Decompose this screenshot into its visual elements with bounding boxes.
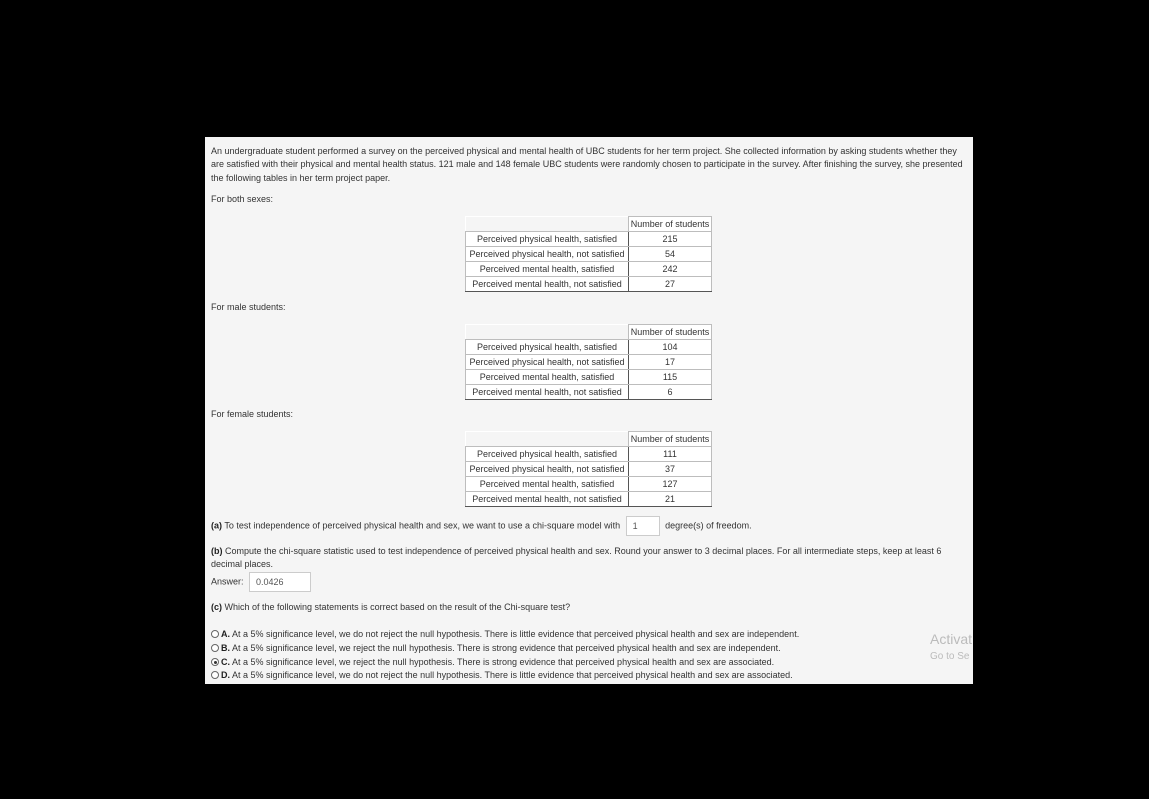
table-title-both: For both sexes: (211, 194, 274, 204)
part-a-tag: (a) (211, 520, 222, 531)
answer-row (211, 572, 311, 592)
table-both-sexes (465, 216, 712, 292)
option-c[interactable] (211, 655, 774, 669)
row-label: Perceived physical health, not satisfied (466, 247, 629, 262)
option-text: At a 5% significance level, we reject the null hypothesis. There is strong evidence that perceived physical health and sex are independent. (232, 643, 781, 653)
row-label: Perceived physical health, satisfied (466, 447, 629, 462)
cell-value: 242 (629, 262, 712, 277)
radio-button[interactable] (211, 630, 219, 638)
row-label: Perceived mental health, satisfied (466, 370, 629, 385)
part-c-tag: (c) (211, 602, 222, 612)
row-label: Perceived physical health, satisfied (466, 232, 629, 247)
option-a[interactable] (211, 627, 799, 641)
row-label: Perceived physical health, not satisfied (466, 462, 629, 477)
row-label: Perceived mental health, satisfied (466, 477, 629, 492)
table-male (465, 324, 712, 400)
part-a (211, 516, 752, 536)
radio-button[interactable] (211, 671, 219, 679)
cell-value: 27 (629, 277, 712, 292)
part-a-suffix: degree(s) of freedom. (665, 520, 752, 531)
cell-value: 127 (629, 477, 712, 492)
cell-value: 215 (629, 232, 712, 247)
row-label: Perceived mental health, satisfied (466, 262, 629, 277)
part-c (211, 602, 570, 612)
chi-square-answer-input[interactable]: 0.0426 (249, 572, 311, 592)
cell-value: 21 (629, 492, 712, 507)
option-text: At a 5% significance level, we do not reject the null hypothesis. There is little evidence that perceived physical health and sex are associated. (232, 670, 793, 680)
row-label: Perceived mental health, not satisfied (466, 277, 629, 292)
cell-value: 6 (629, 385, 712, 400)
option-letter: D. (221, 670, 230, 680)
option-text: At a 5% significance level, we do not reject the null hypothesis. There is little evidence that perceived physical health and sex are independent. (232, 629, 800, 639)
column-header: Number of students (629, 217, 712, 232)
radio-button-selected[interactable] (211, 658, 219, 666)
cell-value: 111 (629, 447, 712, 462)
question-panel (205, 137, 973, 684)
radio-button[interactable] (211, 644, 219, 652)
table-title-female: For female students: (211, 409, 294, 419)
cell-value: 115 (629, 370, 712, 385)
table-female (465, 431, 712, 507)
option-letter: A. (221, 629, 230, 639)
option-d[interactable] (211, 668, 793, 682)
part-c-text: Which of the following statements is correct based on the result of the Chi-square test? (224, 602, 571, 612)
part-a-text: To test independence of perceived physical health and sex, we want to use a chi-square model with (224, 520, 621, 531)
table-title-male: For male students: (211, 302, 286, 312)
column-header: Number of students (629, 432, 712, 447)
degrees-of-freedom-input[interactable]: 1 (626, 516, 660, 536)
activation-watermark-title: Activat (930, 631, 973, 647)
row-label: Perceived mental health, not satisfied (466, 492, 629, 507)
cell-value: 104 (629, 340, 712, 355)
option-letter: B. (221, 643, 230, 653)
part-b-tag: (b) (211, 546, 223, 556)
option-letter: C. (221, 657, 230, 667)
part-b (211, 545, 969, 571)
cell-value: 17 (629, 355, 712, 370)
option-text: At a 5% significance level, we reject the null hypothesis. There is strong evidence that perceived physical health and sex are associated. (232, 657, 775, 667)
row-label: Perceived physical health, not satisfied (466, 355, 629, 370)
activation-watermark-subtitle: Go to Se (930, 651, 970, 662)
part-b-text: Compute the chi-square statistic used to test independence of perceived physical health and sex. Round your answer to 3 decimal places. For all intermediate steps, keep at least 6 decimal places. (211, 546, 942, 569)
answer-label: Answer: (211, 576, 244, 587)
cell-value: 37 (629, 462, 712, 477)
row-label: Perceived mental health, not satisfied (466, 385, 629, 400)
row-label: Perceived physical health, satisfied (466, 340, 629, 355)
column-header: Number of students (629, 325, 712, 340)
option-b[interactable] (211, 641, 781, 655)
cell-value: 54 (629, 247, 712, 262)
problem-intro: An undergraduate student performed a survey on the perceived physical and mental health of UBC students for her term project. She collected information by asking students whether they are satisfied with their physical and mental health status. 121 male and 148 female UBC students were randomly chosen to participate in the survey. After finishing the survey, she presented the following tables in her term project paper. (211, 146, 963, 183)
